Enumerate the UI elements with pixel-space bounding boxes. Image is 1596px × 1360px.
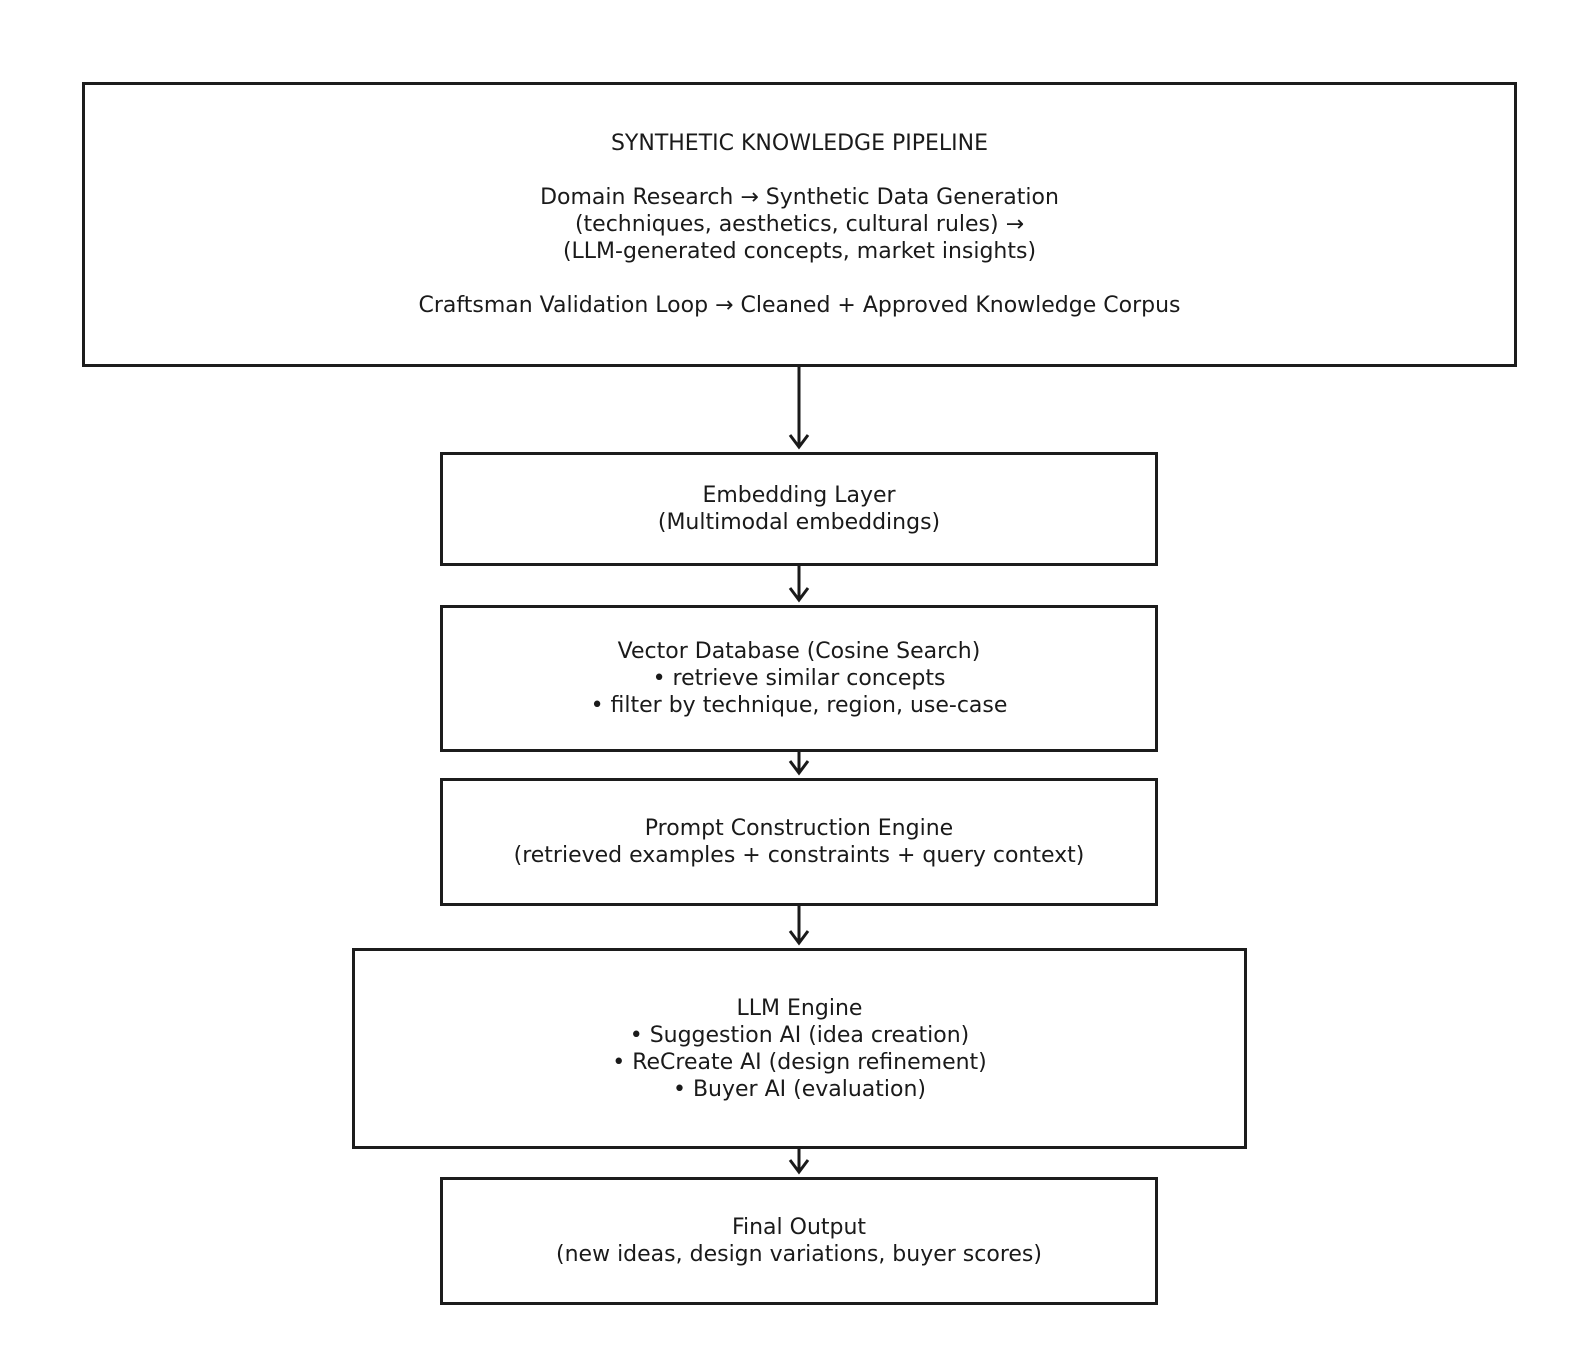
node-final-output [440, 1177, 1158, 1305]
arrow-down-icon [786, 367, 812, 450]
pipeline-research-line: (techniques, aesthetics, cultural rules) → [574, 212, 1025, 237]
node-vector-database [440, 605, 1158, 752]
pipeline-title: SYNTHETIC KNOWLEDGE PIPELINE [610, 131, 989, 156]
node-embedding-layer [440, 452, 1158, 566]
node-line: Embedding Layer [702, 483, 896, 508]
node-line: Prompt Construction Engine [644, 816, 954, 841]
pipeline-research-flow [540, 184, 1059, 265]
node-prompt-construction-engine [440, 778, 1158, 906]
pipeline-validation-line: Craftsman Validation Loop → Cleaned + Approved Knowledge Corpus [418, 293, 1181, 318]
pipeline-research-line: Domain Research → Synthetic Data Generation [540, 185, 1059, 210]
arrow-down-icon [786, 752, 812, 776]
node-line: • ReCreate AI (design refinement) [612, 1049, 987, 1075]
node-llm-engine [352, 948, 1247, 1149]
pipeline-research-line: (LLM-generated concepts, market insights) [562, 239, 1037, 264]
arrow-down-icon [786, 566, 812, 603]
node-line: • retrieve similar concepts [652, 666, 946, 691]
node-line: • filter by technique, region, use-case [590, 693, 1008, 718]
arrow-down-icon [786, 1149, 812, 1175]
node-line: (new ideas, design variations, buyer scores) [556, 1242, 1042, 1267]
node-line: • Suggestion AI (idea creation) [629, 1022, 970, 1048]
node-line: Final Output [731, 1215, 867, 1240]
node-line: Vector Database (Cosine Search) [617, 639, 981, 664]
node-synthetic-knowledge-pipeline [82, 82, 1517, 367]
arrow-down-icon [786, 906, 812, 946]
node-line: LLM Engine [736, 995, 863, 1021]
node-line: (retrieved examples + constraints + query context) [513, 843, 1085, 868]
node-line: • Buyer AI (evaluation) [672, 1076, 926, 1102]
node-line: (Multimodal embeddings) [657, 510, 941, 535]
